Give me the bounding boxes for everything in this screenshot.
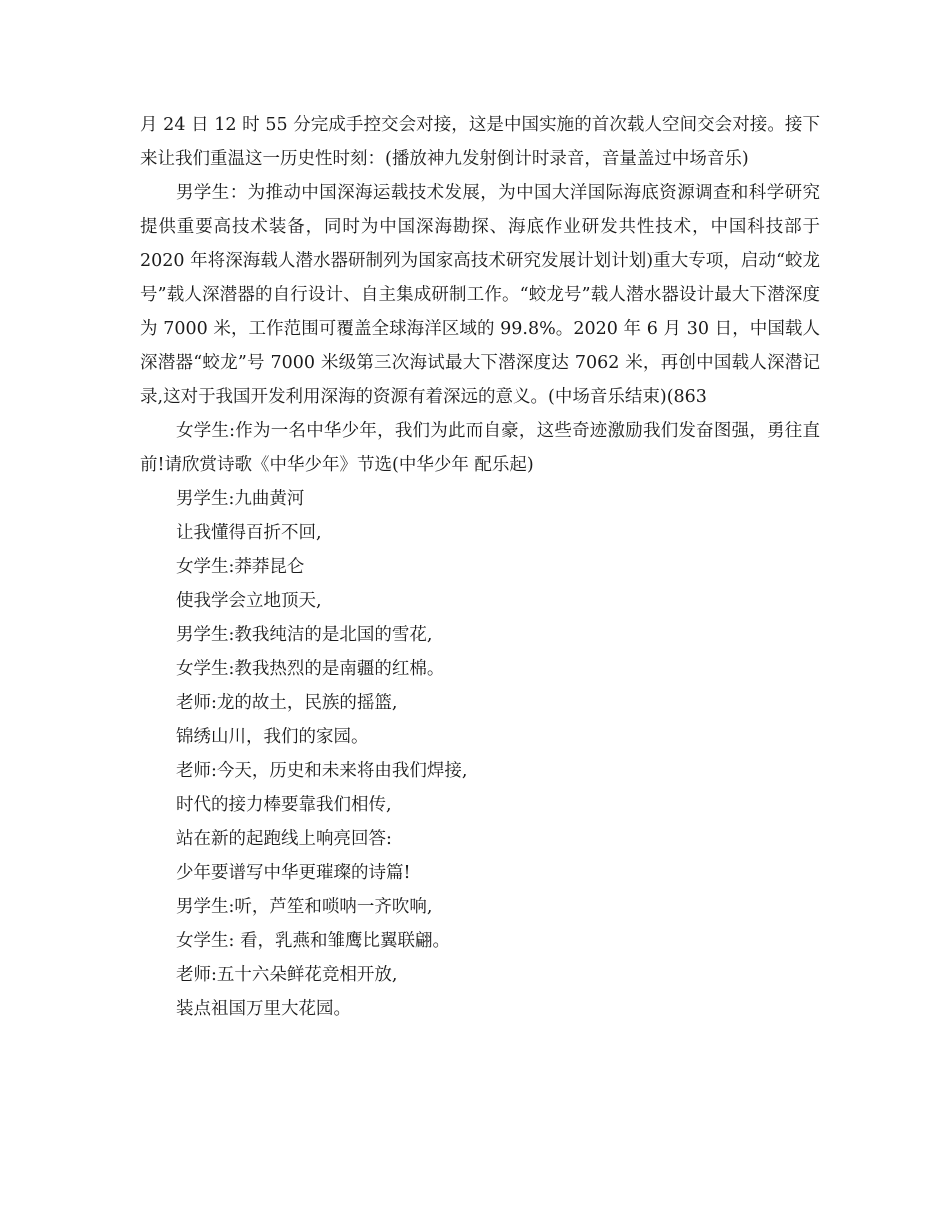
poem-line: 时代的接力棒要靠我们相传, <box>176 795 392 815</box>
paragraph-poem-intro: 女学生:作为一名中华少年，我们为此而自豪，这些奇迹激励我们发奋图强，勇往直前!请欣赏诗歌《中华少年》节选(中华少年 配乐起) <box>140 421 820 475</box>
poem-line: 老师:五十六朵鲜花竞相开放, <box>176 965 398 985</box>
poem-line: 男学生:九曲黄河 <box>176 489 305 509</box>
poem-line: 女学生: 看，乳燕和雏鹰比翼联翩。 <box>176 931 450 951</box>
paragraph-shenjiu-docking: 月 24 日 12 时 55 分完成手控交会对接，这是中国实施的首次载人空间交会对接。接下来让我们重温这一历史性时刻：(播放神九发射倒计时录音，音量盖过中场音乐) <box>140 115 820 169</box>
poem-line: 男学生:听，芦笙和唢呐一齐吹响, <box>176 897 433 917</box>
poem-line: 让我懂得百折不回, <box>176 523 322 543</box>
poem-line: 站在新的起跑线上响亮回答: <box>176 829 392 849</box>
document-body <box>140 108 820 1026</box>
paragraph-jiaolong-submersible: 男学生：为推动中国深海运载技术发展，为中国大洋国际海底资源调查和科学研究提供重要高技术装备，同时为中国深海勘探、海底作业研发共性技术，中国科技部于 2020 年将深海载人潜水器研制列为国家高技术研究发展计划计划)重大专项，启动“蛟龙号”载人深潜器的自行设计、自主集成研制工作。“蛟龙号”载人潜水器设计最大下潜深度为 7000 米，工作范围可覆盖全球海洋区域的 99.8%。2020 年 6 月 30 日，中国载人深潜器“蛟龙”号 7000 米级第三次海试最大下潜深度达 7062 米，再创中国载人深潜记录,这对于我国开发利用深海的资源有着深远的意义。(中场音乐结束)(863 <box>140 183 820 407</box>
poem-line: 使我学会立地顶天, <box>176 591 322 611</box>
poem-line: 少年要谱写中华更璀璨的诗篇! <box>176 863 411 883</box>
poem-line: 女学生:教我热烈的是南疆的红棉。 <box>176 659 445 679</box>
poem-line: 装点祖国万里大花园。 <box>176 999 351 1019</box>
poem-line: 男学生:教我纯洁的是北国的雪花, <box>176 625 433 645</box>
poem-line: 锦绣山川，我们的家园。 <box>176 727 369 747</box>
poem-line: 女学生:莽莽昆仑 <box>176 557 305 577</box>
poem-line: 老师:今天，历史和未来将由我们焊接, <box>176 761 468 781</box>
poem-line: 老师:龙的故土，民族的摇篮, <box>176 693 398 713</box>
